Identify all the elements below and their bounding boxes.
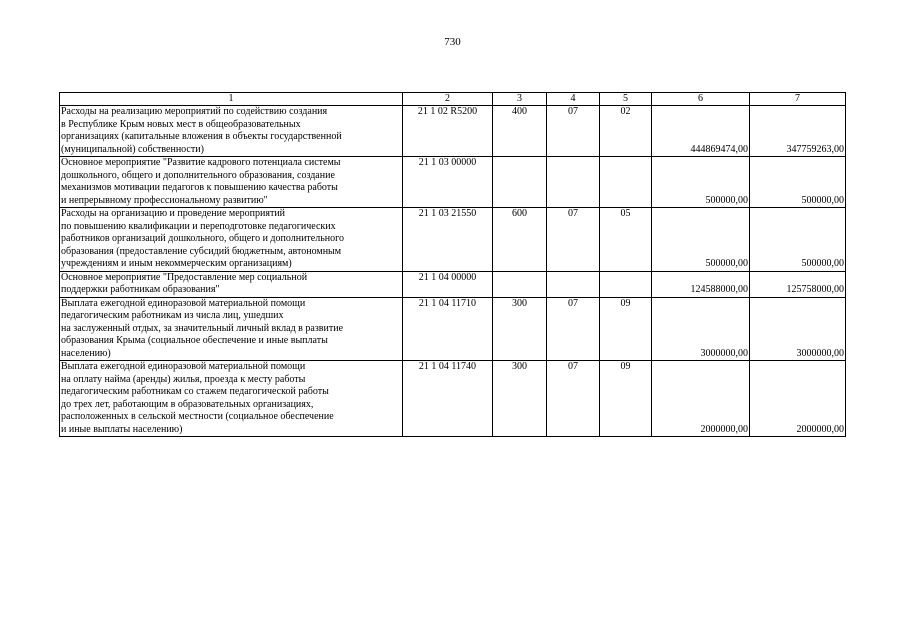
row-expense-type: 600 bbox=[493, 208, 547, 272]
row-subsection bbox=[600, 157, 652, 208]
row-expense-type: 300 bbox=[493, 361, 547, 437]
row-amount-7: 125758000,00 bbox=[750, 271, 846, 297]
column-header: 2 bbox=[403, 93, 493, 106]
table-row bbox=[60, 271, 846, 297]
row-section: 07 bbox=[547, 297, 600, 361]
column-header: 6 bbox=[652, 93, 750, 106]
table-header-row bbox=[60, 93, 846, 106]
page-number: 730 bbox=[444, 36, 461, 48]
row-amount-6: 124588000,00 bbox=[652, 271, 750, 297]
table-row bbox=[60, 297, 846, 361]
table-row bbox=[60, 208, 846, 272]
row-description: Расходы на организацию и проведение мероприятий по повышению квалификации и переподготовке педагогических работников организаций дошкольного, общего и дополнительного образования (предоставление субсидий бюджетным, автономным учреждениям и иным некоммерческим организациям) bbox=[60, 208, 403, 272]
row-code: 21 1 04 11740 bbox=[403, 361, 493, 437]
row-code: 21 1 03 21550 bbox=[403, 208, 493, 272]
row-subsection: 02 bbox=[600, 106, 652, 157]
row-code: 21 1 04 00000 bbox=[403, 271, 493, 297]
budget-table bbox=[59, 92, 846, 437]
column-header: 1 bbox=[60, 93, 403, 106]
row-expense-type bbox=[493, 271, 547, 297]
row-expense-type: 400 bbox=[493, 106, 547, 157]
column-header: 4 bbox=[547, 93, 600, 106]
row-amount-7: 2000000,00 bbox=[750, 361, 846, 437]
row-amount-7: 500000,00 bbox=[750, 208, 846, 272]
row-amount-6: 444869474,00 bbox=[652, 106, 750, 157]
table-row bbox=[60, 157, 846, 208]
row-amount-7: 500000,00 bbox=[750, 157, 846, 208]
row-code: 21 1 03 00000 bbox=[403, 157, 493, 208]
row-amount-6: 500000,00 bbox=[652, 157, 750, 208]
row-section bbox=[547, 157, 600, 208]
row-expense-type: 300 bbox=[493, 297, 547, 361]
column-header: 5 bbox=[600, 93, 652, 106]
row-description: Выплата ежегодной единоразовой материальной помощи на оплату найма (аренды) жилья, проезда к месту работы педагогическим работникам со стажем педагогической работы до трех лет, работающим в образовательных организациях, расположенных в сельской местности (социальное обеспечение и иные выплаты населению) bbox=[60, 361, 403, 437]
table-row bbox=[60, 361, 846, 437]
row-description: Выплата ежегодной единоразовой материальной помощи педагогическим работникам из числа лиц, ушедших на заслуженный отдых, за значительный личный вклад в развитие образования Крыма (социальное обеспечение и иные выплаты населению) bbox=[60, 297, 403, 361]
table-row bbox=[60, 106, 846, 157]
row-section: 07 bbox=[547, 106, 600, 157]
row-section bbox=[547, 271, 600, 297]
row-subsection: 05 bbox=[600, 208, 652, 272]
row-subsection bbox=[600, 271, 652, 297]
row-description: Основное мероприятие "Развитие кадрового потенциала системы дошкольного, общего и дополнительного образования, создание механизмов мотивации педагогов к повышению качества работы и непрерывному профессиональному развитию" bbox=[60, 157, 403, 208]
row-section: 07 bbox=[547, 208, 600, 272]
row-code: 21 1 02 R5200 bbox=[403, 106, 493, 157]
row-subsection: 09 bbox=[600, 361, 652, 437]
row-section: 07 bbox=[547, 361, 600, 437]
row-amount-6: 2000000,00 bbox=[652, 361, 750, 437]
row-subsection: 09 bbox=[600, 297, 652, 361]
row-amount-7: 3000000,00 bbox=[750, 297, 846, 361]
row-amount-6: 3000000,00 bbox=[652, 297, 750, 361]
column-header: 3 bbox=[493, 93, 547, 106]
column-header: 7 bbox=[750, 93, 846, 106]
row-description: Расходы на реализацию мероприятий по содействию создания в Республике Крым новых мест в общеобразовательных организациях (капитальные вложения в объекты государственной (муниципальной) собственности) bbox=[60, 106, 403, 157]
row-code: 21 1 04 11710 bbox=[403, 297, 493, 361]
row-expense-type bbox=[493, 157, 547, 208]
row-description: Основное мероприятие "Предоставление мер социальной поддержки работникам образования" bbox=[60, 271, 403, 297]
row-amount-7: 347759263,00 bbox=[750, 106, 846, 157]
row-amount-6: 500000,00 bbox=[652, 208, 750, 272]
